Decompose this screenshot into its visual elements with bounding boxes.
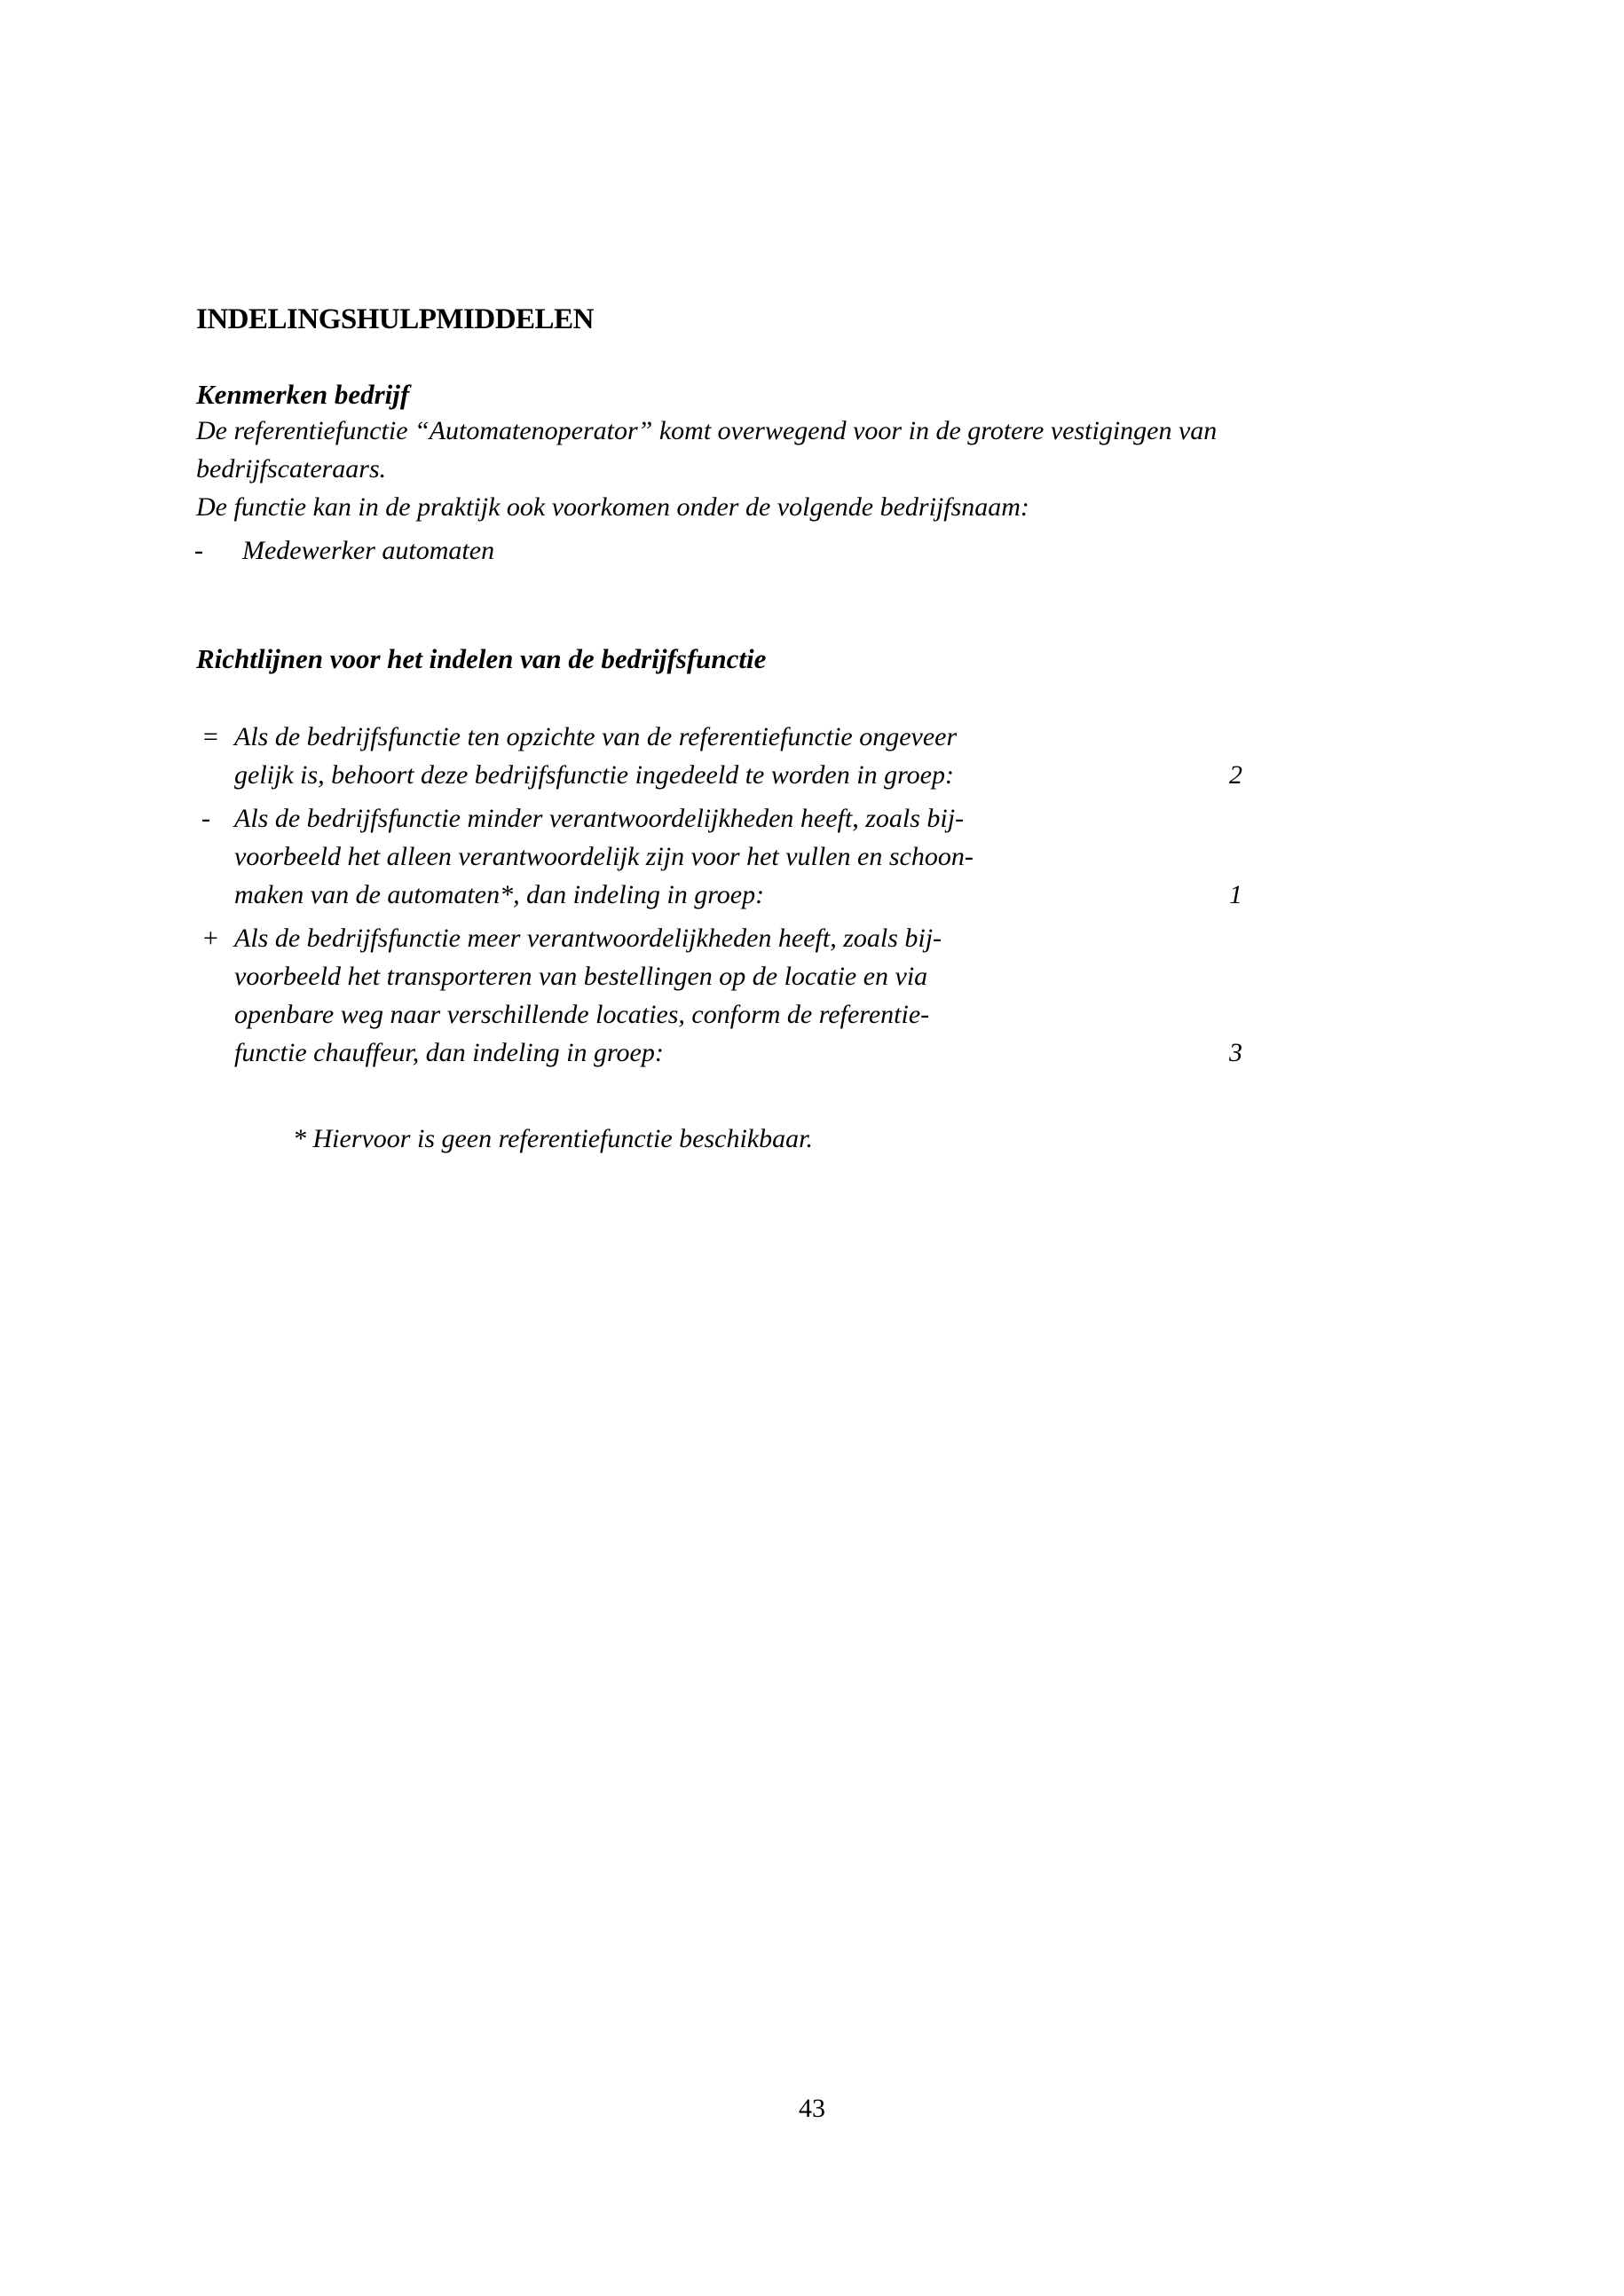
guideline-text-line <box>234 756 1456 794</box>
page-number: 43 <box>799 2094 825 2123</box>
guideline-plus-marker: + <box>201 924 220 953</box>
company-name-list-item <box>196 531 1456 570</box>
guideline-text-line: voorbeeld het transporteren van bestellingen op de locatie en via <box>234 962 928 991</box>
guideline-text-line: openbare weg naar verschillende locaties, conform de referentie- <box>234 1000 930 1029</box>
guideline-text-line: voorbeeld het alleen verantwoordelijk zijn voor het vullen en schoon- <box>234 842 974 871</box>
section-richtlijnen <box>196 642 1456 1158</box>
paragraph-line: De functie kan in de praktijk ook voorkomen onder de volgende bedrijfsnaam: <box>196 492 1029 522</box>
guideline-minus-marker: - <box>201 804 210 833</box>
bullet-dash-marker: - <box>194 536 203 565</box>
kenmerken-heading: Kenmerken bedrijf <box>196 379 410 410</box>
guideline-text-line <box>234 1034 1456 1072</box>
guideline-equal-marker: = <box>201 722 220 751</box>
page-content <box>196 303 1456 1158</box>
guideline-text-line: Als de bedrijfsfunctie ten opzichte van de referentiefunctie ongeveer <box>234 722 958 751</box>
guideline-text-line: Als de bedrijfsfunctie minder verantwoordelijkheden heeft, zoals bij- <box>234 804 965 833</box>
guideline-text: maken van de automaten*, dan indeling in groep: <box>234 880 765 909</box>
guideline-text: functie chauffeur, dan indeling in groep: <box>234 1038 664 1067</box>
bullet-text: Medewerker automaten <box>242 536 495 565</box>
group-number: 1 <box>1229 880 1242 909</box>
guideline-item-equal <box>196 718 1456 794</box>
paragraph-line: De referentiefunctie “Automatenoperator” komt overwegend voor in de grotere vestigingen van <box>196 416 1218 445</box>
guideline-text-line <box>234 876 1456 914</box>
paragraph-line: bedrijfscateraars. <box>196 454 387 484</box>
footnote: * Hiervoor is geen referentiefunctie beschikbaar. <box>293 1124 813 1153</box>
guideline-item-minus <box>196 799 1456 914</box>
group-number: 2 <box>1229 760 1242 790</box>
kenmerken-paragraph <box>196 412 1456 526</box>
guideline-text: gelijk is, behoort deze bedrijfsfunctie ingedeeld te worden in groep: <box>234 760 954 790</box>
guideline-item-plus <box>196 919 1456 1072</box>
richtlijnen-heading: Richtlijnen voor het indelen van de bedrijfsfunctie <box>196 643 767 674</box>
group-number: 3 <box>1229 1038 1242 1067</box>
section-kenmerken-bedrijf <box>196 378 1456 570</box>
page-title: INDELINGSHULPMIDDELEN <box>196 303 594 335</box>
guideline-text-line: Als de bedrijfsfunctie meer verantwoordelijkheden heeft, zoals bij- <box>234 924 942 953</box>
